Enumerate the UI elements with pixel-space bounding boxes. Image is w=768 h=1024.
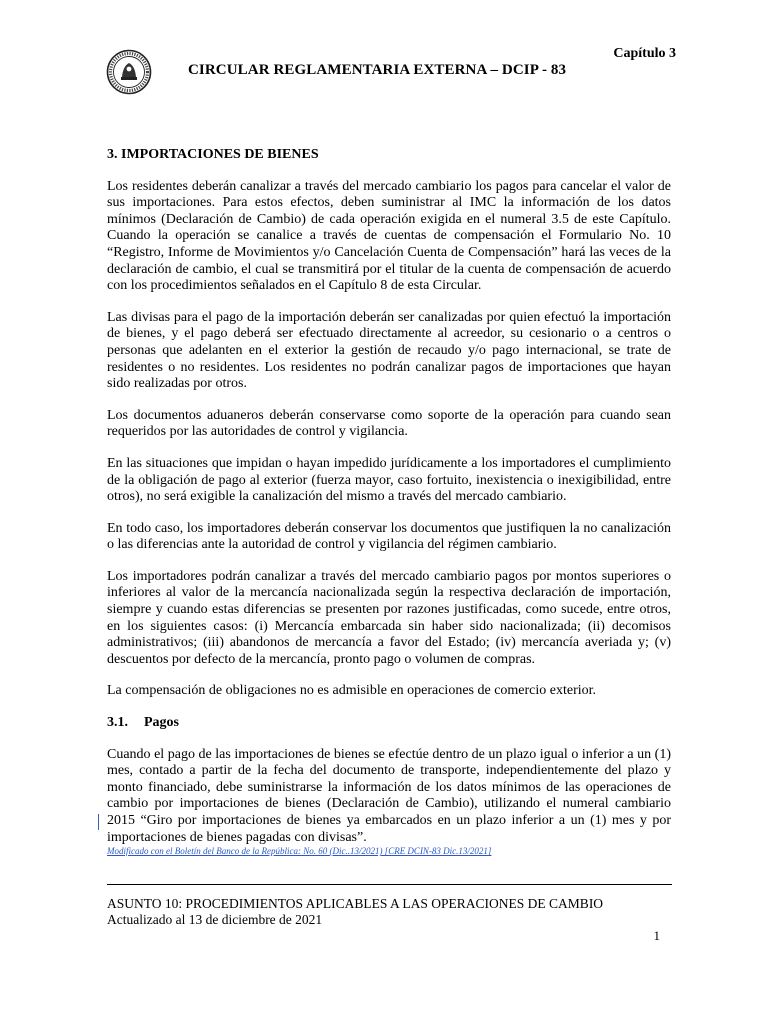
paragraph-5: En todo caso, los importadores deberán conservar los documentos que justifiquen la no canalización o las diferencias ante la autoridad de control y vigilancia del régimen cambiario. — [107, 520, 671, 553]
page-number: 1 — [653, 928, 660, 943]
subsection-title: Pagos — [144, 715, 179, 731]
subsection-heading — [107, 715, 671, 732]
footer-subject: ASUNTO 10: PROCEDIMIENTOS APLICABLES A LAS OPERACIONES DE CAMBIO — [107, 896, 604, 911]
footer-updated: Actualizado al 13 de diciembre de 2021 — [107, 912, 323, 927]
circular-title: CIRCULAR REGLAMENTARIA EXTERNA – DCIP - 83 — [188, 62, 567, 78]
pagos-paragraph-text: Cuando el pago de las importaciones de bienes se efectúe dentro de un plazo igual o inferior a un (1) mes, contado a partir de la fecha del documento de transporte, independientemente del plazo y monto financiado, debe suministrarse la información de los datos mínimos de las operaciones de cambio por importaciones de bienes (Declaración de Cambio), utilizando el numeral cambiario 2015 “Giro por importaciones de bienes ya embarcados en un plazo inferior a un (1) mes y por importaciones de bienes pagadas con divisas”. — [107, 746, 671, 845]
document-body — [107, 147, 671, 857]
modification-note-link[interactable]: Modificado con el Boletín del Banco de la República: No. 60 (Dic..13/2021) [CRE DCIN-83 Dic.13/2021] — [107, 846, 492, 857]
paragraph-4: En las situaciones que impidan o hayan impedido jurídicamente a los importadores el cumplimiento de la obligación de pago al exterior (fuerza mayor, caso fortuito, inexistencia o inexigibilidad, entre otros), no será exigible la canalización del mismo a través del mercado cambiario. — [107, 455, 671, 505]
chapter-label: Capítulo 3 — [613, 46, 676, 61]
footer-divider — [107, 884, 672, 885]
pagos-paragraph — [107, 747, 671, 847]
paragraph-2: Las divisas para el pago de la importación deberán ser canalizadas por quien efectuó la importación de bienes, y el pago deberá ser efectuado directamente al acreedor, su cesionario o a centros o personas que adelanten en el exterior la gestión de recaudo y/o pago internacional, se trate de residentes o no residentes. Los residentes no podrán canalizar pagos de importaciones que hayan sido realizadas por otros. — [107, 309, 671, 392]
revision-bar — [98, 814, 99, 830]
bank-seal-logo — [106, 49, 152, 95]
paragraph-7: La compensación de obligaciones no es admisible en operaciones de comercio exterior. — [107, 683, 597, 699]
section-title: 3. IMPORTACIONES DE BIENES — [107, 147, 319, 162]
paragraph-3: Los documentos aduaneros deberán conservarse como soporte de la operación para cuando sean requeridos por las autoridades de control y vigilancia. — [107, 407, 671, 440]
subsection-number: 3.1. — [107, 715, 128, 731]
paragraph-1: Los residentes deberán canalizar a través del mercado cambiario los pagos para cancelar el valor de sus importaciones. Para estos efectos, deben suministrar al IMC la información de los datos mínimos (Declaración de Cambio) de cada operación exigida en el numeral 3.5 de este Capítulo. Cuando la operación se canalice a través de cuentas de compensación el Formulario No. 10 “Registro, Informe de Movimientos y/o Cancelación Cuenta de Compensación” hará las veces de la declaración de cambio, el cual se transmitirá por el titular de la cuenta de compensación de acuerdo con los procedimientos señalados en el Capítulo 8 de esta Circular. — [107, 178, 671, 294]
paragraph-6: Los importadores podrán canalizar a través del mercado cambiario pagos por montos superiores o inferiores al valor de la mercancía nacionalizada según la respectiva declaración de importación, siempre y cuando estas diferencias se presenten por razones justificadas, como sucede, entre otros, en los siguientes casos: (i) Mercancía embarcada sin haber sido nacionalizada; (ii) decomisos administrativos; (iii) abandonos de mercancía a favor del Estado; (iv) mercancía averiada y; (v) descuentos por defecto de la mercancía, pronto pago o volumen de compras. — [107, 568, 671, 667]
footer — [107, 896, 603, 928]
